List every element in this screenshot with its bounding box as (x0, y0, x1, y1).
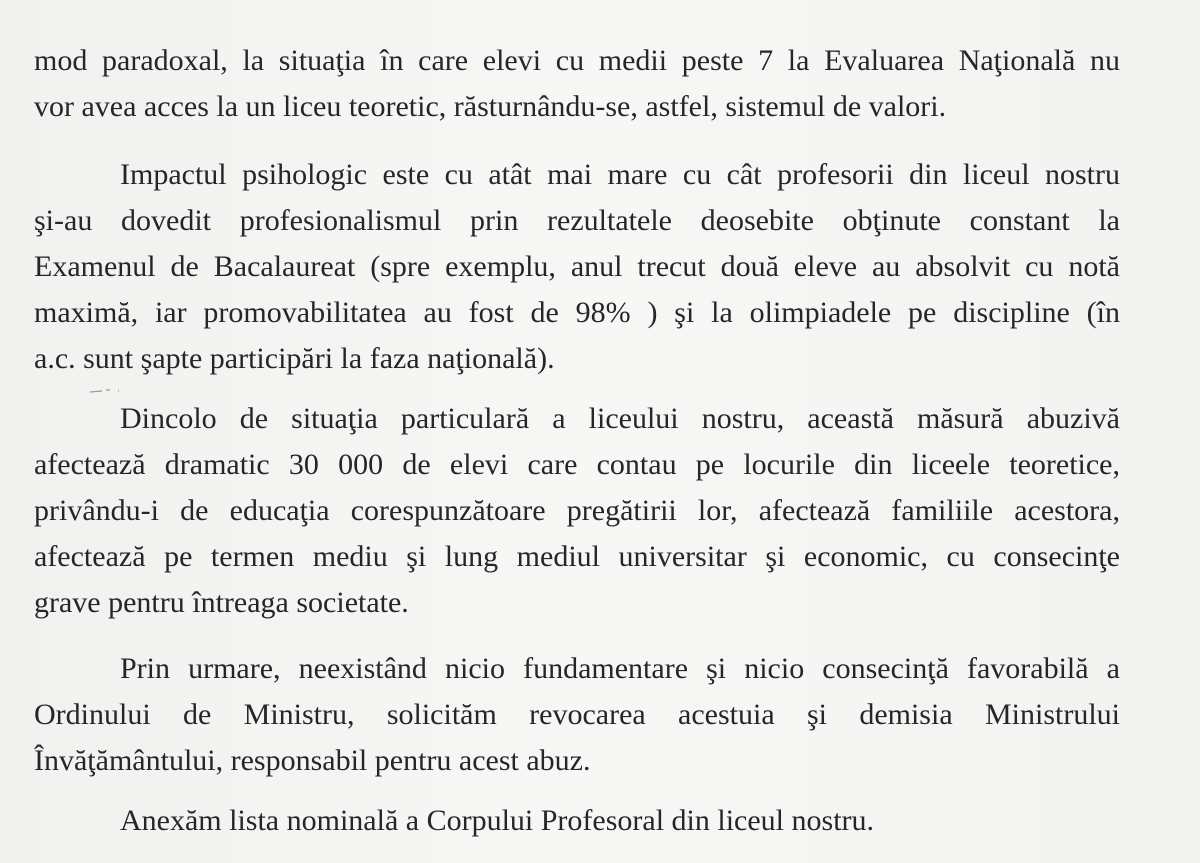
text-line: Anexăm lista nominală a Corpului Profesoral din liceul nostru. (120, 804, 875, 837)
text-line: mod paradoxal, la situaţia în care elevi cu medii peste 7 la Evaluarea Naţională nu (34, 44, 1120, 77)
text-line: afectează dramatic 30 000 de elevi care contau pe locurile din liceele teoretice, (34, 448, 1120, 481)
text-line: Învăţământului, responsabil pentru acest abuz. (34, 744, 591, 777)
text-line: vor avea acces la un liceu teoretic, răsturnându-se, astfel, sistemul de valori. (34, 90, 947, 123)
text-line: Examenul de Bacalaureat (spre exemplu, anul trecut două eleve au absolvit cu notă (34, 250, 1120, 283)
scan-speck-mark (88, 388, 124, 394)
text-line: şi-au dovedit profesionalismul prin rezultatele deosebite obţinute constant la (34, 204, 1120, 237)
text-line: grave pentru întreaga societate. (34, 586, 409, 619)
text-line: a.c. sunt şapte participări la faza naţională). (34, 342, 555, 375)
text-line: Prin urmare, neexistând nicio fundamentare şi nicio consecinţă favorabilă a (120, 652, 1120, 685)
text-line: Dincolo de situaţia particulară a liceului nostru, această măsură abuzivă (120, 402, 1120, 435)
text-line: Ordinului de Ministru, solicităm revocarea acestuia şi demisia Ministrului (34, 698, 1120, 731)
text-line: maximă, iar promovabilitatea au fost de 98% ) şi la olimpiadele pe discipline (în (34, 296, 1120, 329)
text-line: privându-i de educaţia corespunzătoare pregătirii lor, afectează familiile acestora, (34, 494, 1120, 527)
text-line: afectează pe termen mediu şi lung mediul universitar şi economic, cu consecinţe (34, 540, 1120, 573)
text-line: Impactul psihologic este cu atât mai mare cu cât profesorii din liceul nostru (120, 158, 1120, 191)
